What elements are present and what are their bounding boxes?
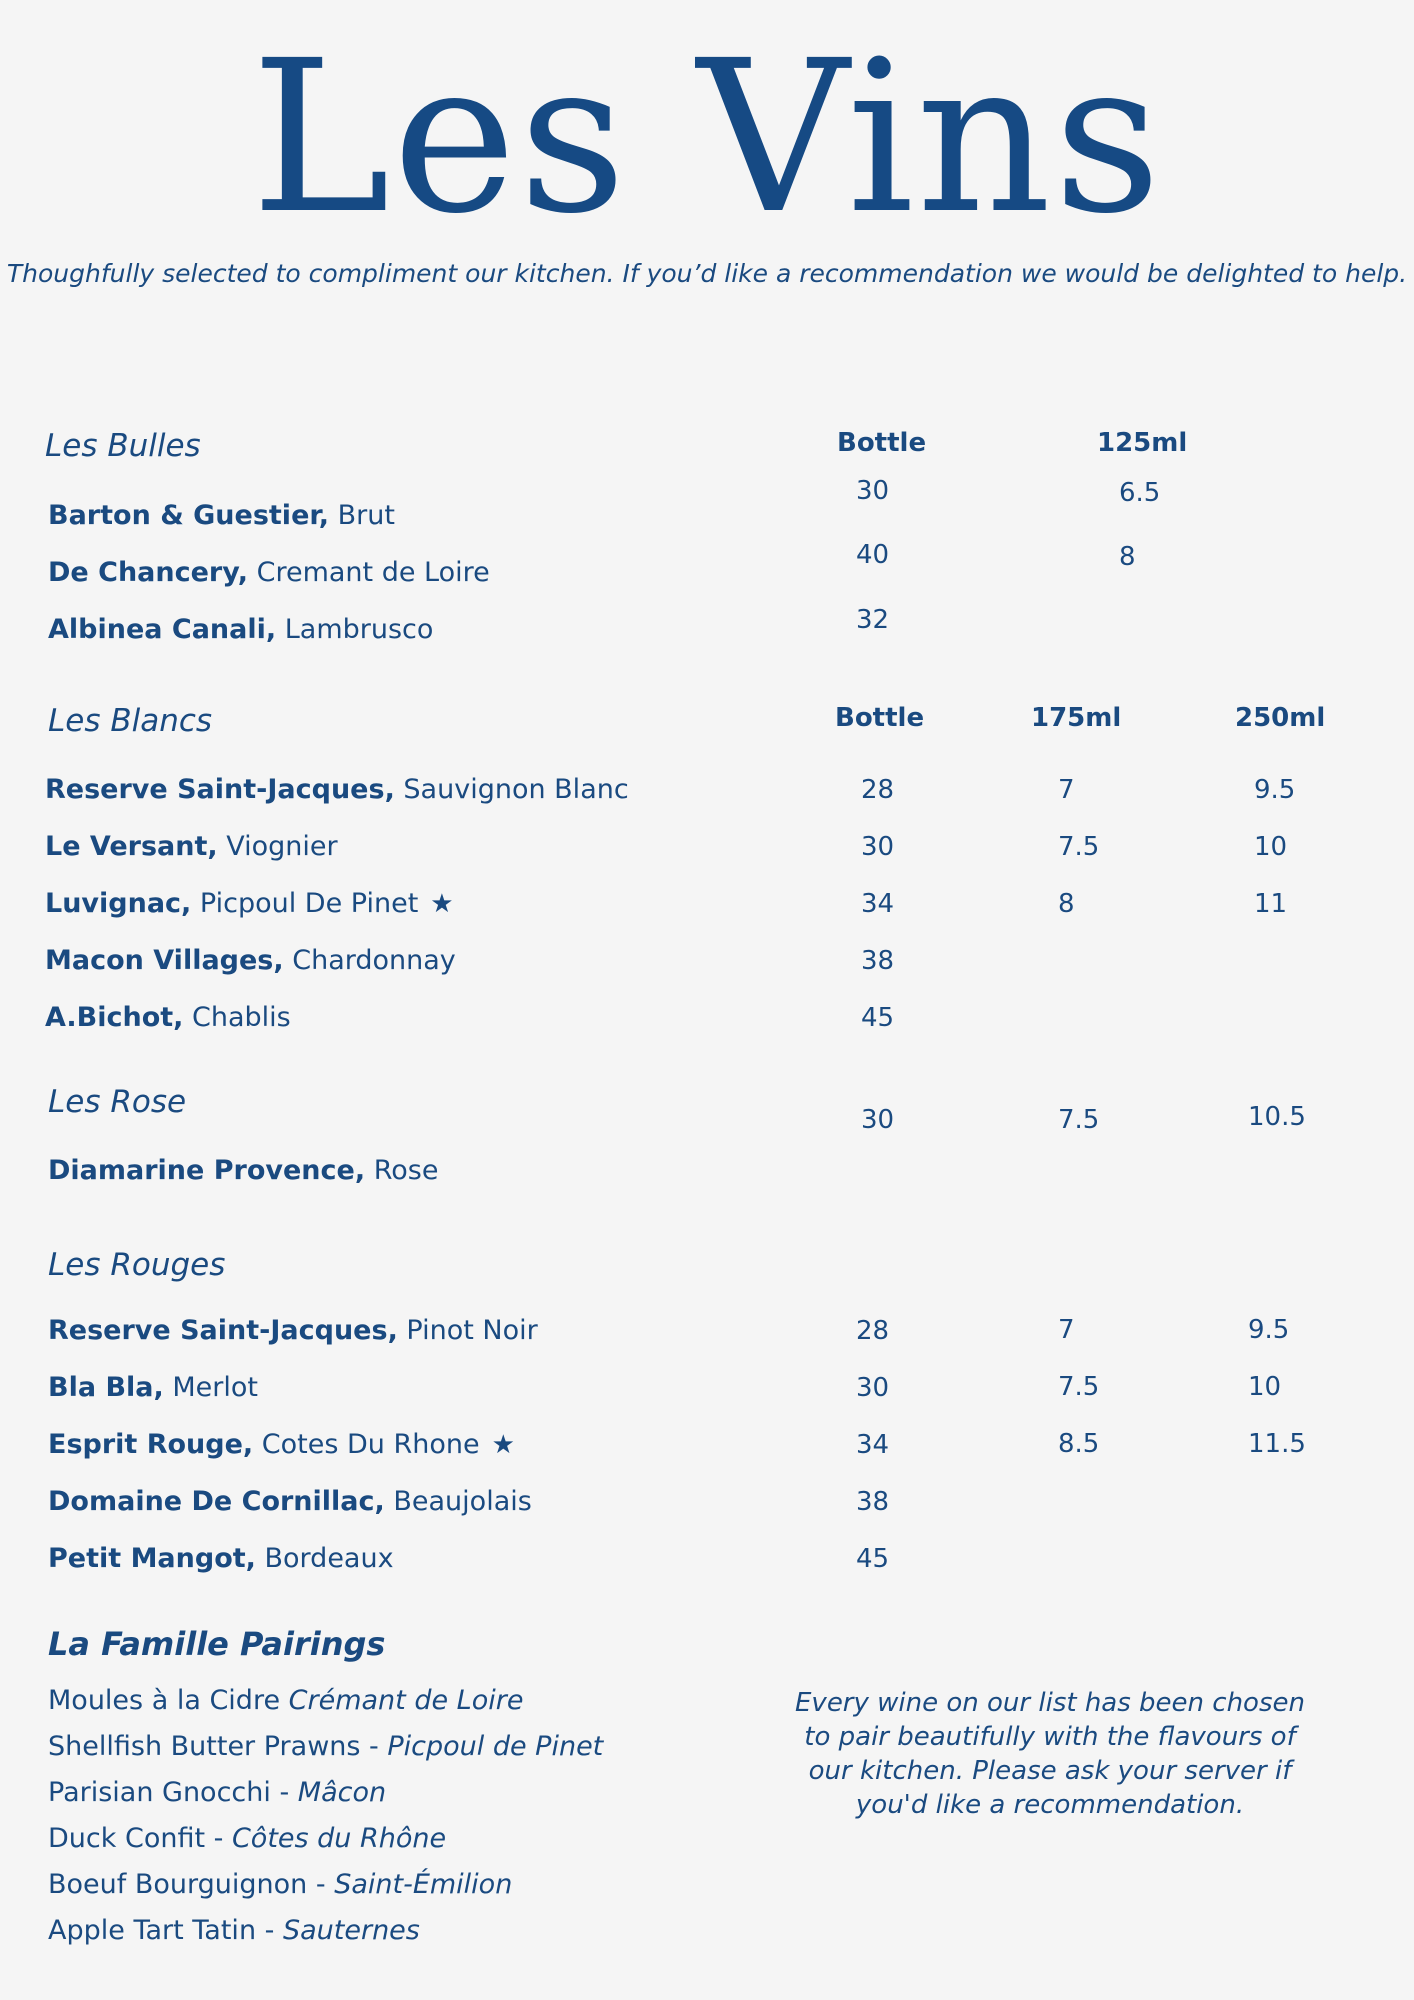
price-250ml: 10	[1254, 832, 1288, 862]
wine-item	[48, 557, 490, 588]
wine-item	[48, 614, 433, 645]
wine-item	[45, 774, 629, 805]
price-250ml: 9.5	[1254, 775, 1296, 805]
pairing-wine: Sauternes	[282, 1915, 420, 1946]
wine-style: Beaujolais	[393, 1486, 532, 1517]
wine-item	[48, 1486, 532, 1517]
wine-style: Lambrusco	[284, 614, 434, 645]
wine-style: Chardonnay	[292, 945, 456, 976]
price-bottle: 38	[861, 946, 895, 976]
price-bottle: 28	[856, 1316, 890, 1346]
wine-style: Brut	[337, 500, 395, 531]
wine-item	[45, 945, 456, 976]
wine-producer: Diamarine Provence,	[48, 1155, 366, 1186]
pairing-wine: Mâcon	[297, 1777, 387, 1808]
wine-item	[45, 888, 454, 919]
pairing-item	[48, 1823, 446, 1854]
wine-producer: Luvignac,	[45, 888, 192, 919]
wine-item	[45, 1002, 291, 1033]
wine-producer: Domaine De Cornillac,	[48, 1486, 385, 1517]
price-bottle: 30	[856, 1373, 890, 1403]
wine-style: Sauvignon Blanc	[403, 774, 629, 805]
price-bottle: 32	[856, 605, 890, 635]
wine-producer: De Chancery,	[48, 557, 248, 588]
price-175ml: 7	[1058, 1315, 1075, 1345]
price-bottle: 30	[861, 832, 895, 862]
pairing-dish: Moules à la Cidre	[48, 1685, 289, 1716]
wine-producer: A.Bichot,	[45, 1002, 184, 1033]
price-bottle: 30	[856, 476, 890, 506]
price-bottle: 38	[856, 1487, 890, 1517]
wine-item	[48, 1315, 538, 1346]
pairing-wine: Saint-Émilion	[334, 1869, 513, 1900]
wine-style: Pinot Noir	[406, 1315, 538, 1346]
pairing-wine: Picpoul de Pinet	[387, 1731, 604, 1762]
price-175ml: 7.5	[1058, 832, 1100, 862]
price-250ml: 10.5	[1248, 1102, 1306, 1132]
pairing-dish: Duck Confit -	[48, 1823, 232, 1854]
page-title: Les Vins	[250, 15, 1164, 260]
section-title-rouges: Les Rouges	[48, 1247, 226, 1283]
wine-producer: Barton & Guestier,	[48, 500, 329, 531]
price-bottle: 34	[856, 1430, 890, 1460]
wine-producer: Reserve Saint-Jacques,	[48, 1315, 398, 1346]
wine-style: Rose	[373, 1155, 439, 1186]
wine-producer: Albinea Canali,	[48, 614, 277, 645]
price-glass: 6.5	[1119, 478, 1161, 508]
column-header-125ml: 125ml	[1097, 428, 1188, 458]
price-250ml: 10	[1248, 1372, 1282, 1402]
price-bottle: 28	[861, 775, 895, 805]
price-bottle: 34	[861, 889, 895, 919]
wine-producer: Bla Bla,	[48, 1372, 164, 1403]
column-header-bottle: Bottle	[837, 428, 927, 458]
wine-producer: Esprit Rouge,	[48, 1429, 254, 1460]
wine-style: Viognier	[226, 831, 338, 862]
pairing-wine: Côtes du Rhône	[231, 1823, 447, 1854]
wine-item	[45, 831, 338, 862]
price-bottle: 45	[856, 1544, 890, 1574]
price-175ml: 7.5	[1058, 1372, 1100, 1402]
price-bottle: 40	[856, 540, 890, 570]
column-header-175ml: 175ml	[1031, 703, 1122, 733]
wine-producer: Le Versant,	[45, 831, 218, 862]
wine-producer: Petit Mangot,	[48, 1543, 256, 1574]
pairing-item	[48, 1731, 603, 1762]
price-bottle: 45	[861, 1003, 895, 1033]
section-title-bulles: Les Bulles	[45, 428, 201, 464]
pairing-wine: Crémant de Loire	[288, 1685, 524, 1716]
wine-item	[48, 1372, 258, 1403]
wine-style: Picpoul De Pinet	[199, 888, 419, 919]
wine-style: Cremant de Loire	[256, 557, 490, 588]
pairing-item	[48, 1685, 523, 1716]
star-icon: ★	[491, 1430, 515, 1460]
column-header-250ml: 250ml	[1235, 703, 1326, 733]
price-175ml: 7.5	[1058, 1105, 1100, 1135]
pairing-item	[48, 1915, 420, 1946]
price-bottle: 30	[861, 1105, 895, 1135]
section-title-blancs: Les Blancs	[48, 703, 213, 739]
pairing-dish: Shellfish Butter Prawns -	[48, 1731, 388, 1762]
pairing-dish: Apple Tart Tatin -	[48, 1915, 283, 1946]
wine-producer: Macon Villages,	[45, 945, 284, 976]
wine-item	[48, 1429, 515, 1460]
pairing-dish: Parisian Gnocchi -	[48, 1777, 298, 1808]
price-250ml: 11	[1254, 889, 1288, 919]
price-250ml: 9.5	[1248, 1315, 1290, 1345]
price-175ml: 8.5	[1058, 1429, 1100, 1459]
wine-item	[48, 1155, 438, 1186]
pairing-item	[48, 1869, 512, 1900]
wine-item	[48, 500, 395, 531]
pairing-dish: Boeuf Bourguignon -	[48, 1869, 335, 1900]
section-title-rose: Les Rose	[48, 1084, 187, 1120]
price-175ml: 7	[1058, 775, 1075, 805]
pairing-item	[48, 1777, 386, 1808]
wine-style: Bordeaux	[264, 1543, 394, 1574]
pairing-note: Every wine on our list has been chosen to pair beautifully with the flavours of our kitchen. Please ask your server if you'd like a recommendation.	[795, 1688, 1305, 1820]
price-glass: 8	[1119, 542, 1136, 572]
price-175ml: 8	[1058, 889, 1075, 919]
pairings-title: La Famille Pairings	[48, 1625, 386, 1663]
column-header-bottle: Bottle	[835, 703, 925, 733]
wine-producer: Reserve Saint-Jacques,	[45, 774, 395, 805]
wine-style: Chablis	[192, 1002, 291, 1033]
page-subtitle: Thoughfully selected to compliment our kitchen. If you’d like a recommendation we would be delighted to help.	[6, 259, 1408, 288]
price-250ml: 11.5	[1248, 1429, 1306, 1459]
star-icon: ★	[430, 889, 454, 919]
wine-item	[48, 1543, 394, 1574]
wine-style: Cotes Du Rhone	[261, 1429, 480, 1460]
wine-style: Merlot	[172, 1372, 258, 1403]
